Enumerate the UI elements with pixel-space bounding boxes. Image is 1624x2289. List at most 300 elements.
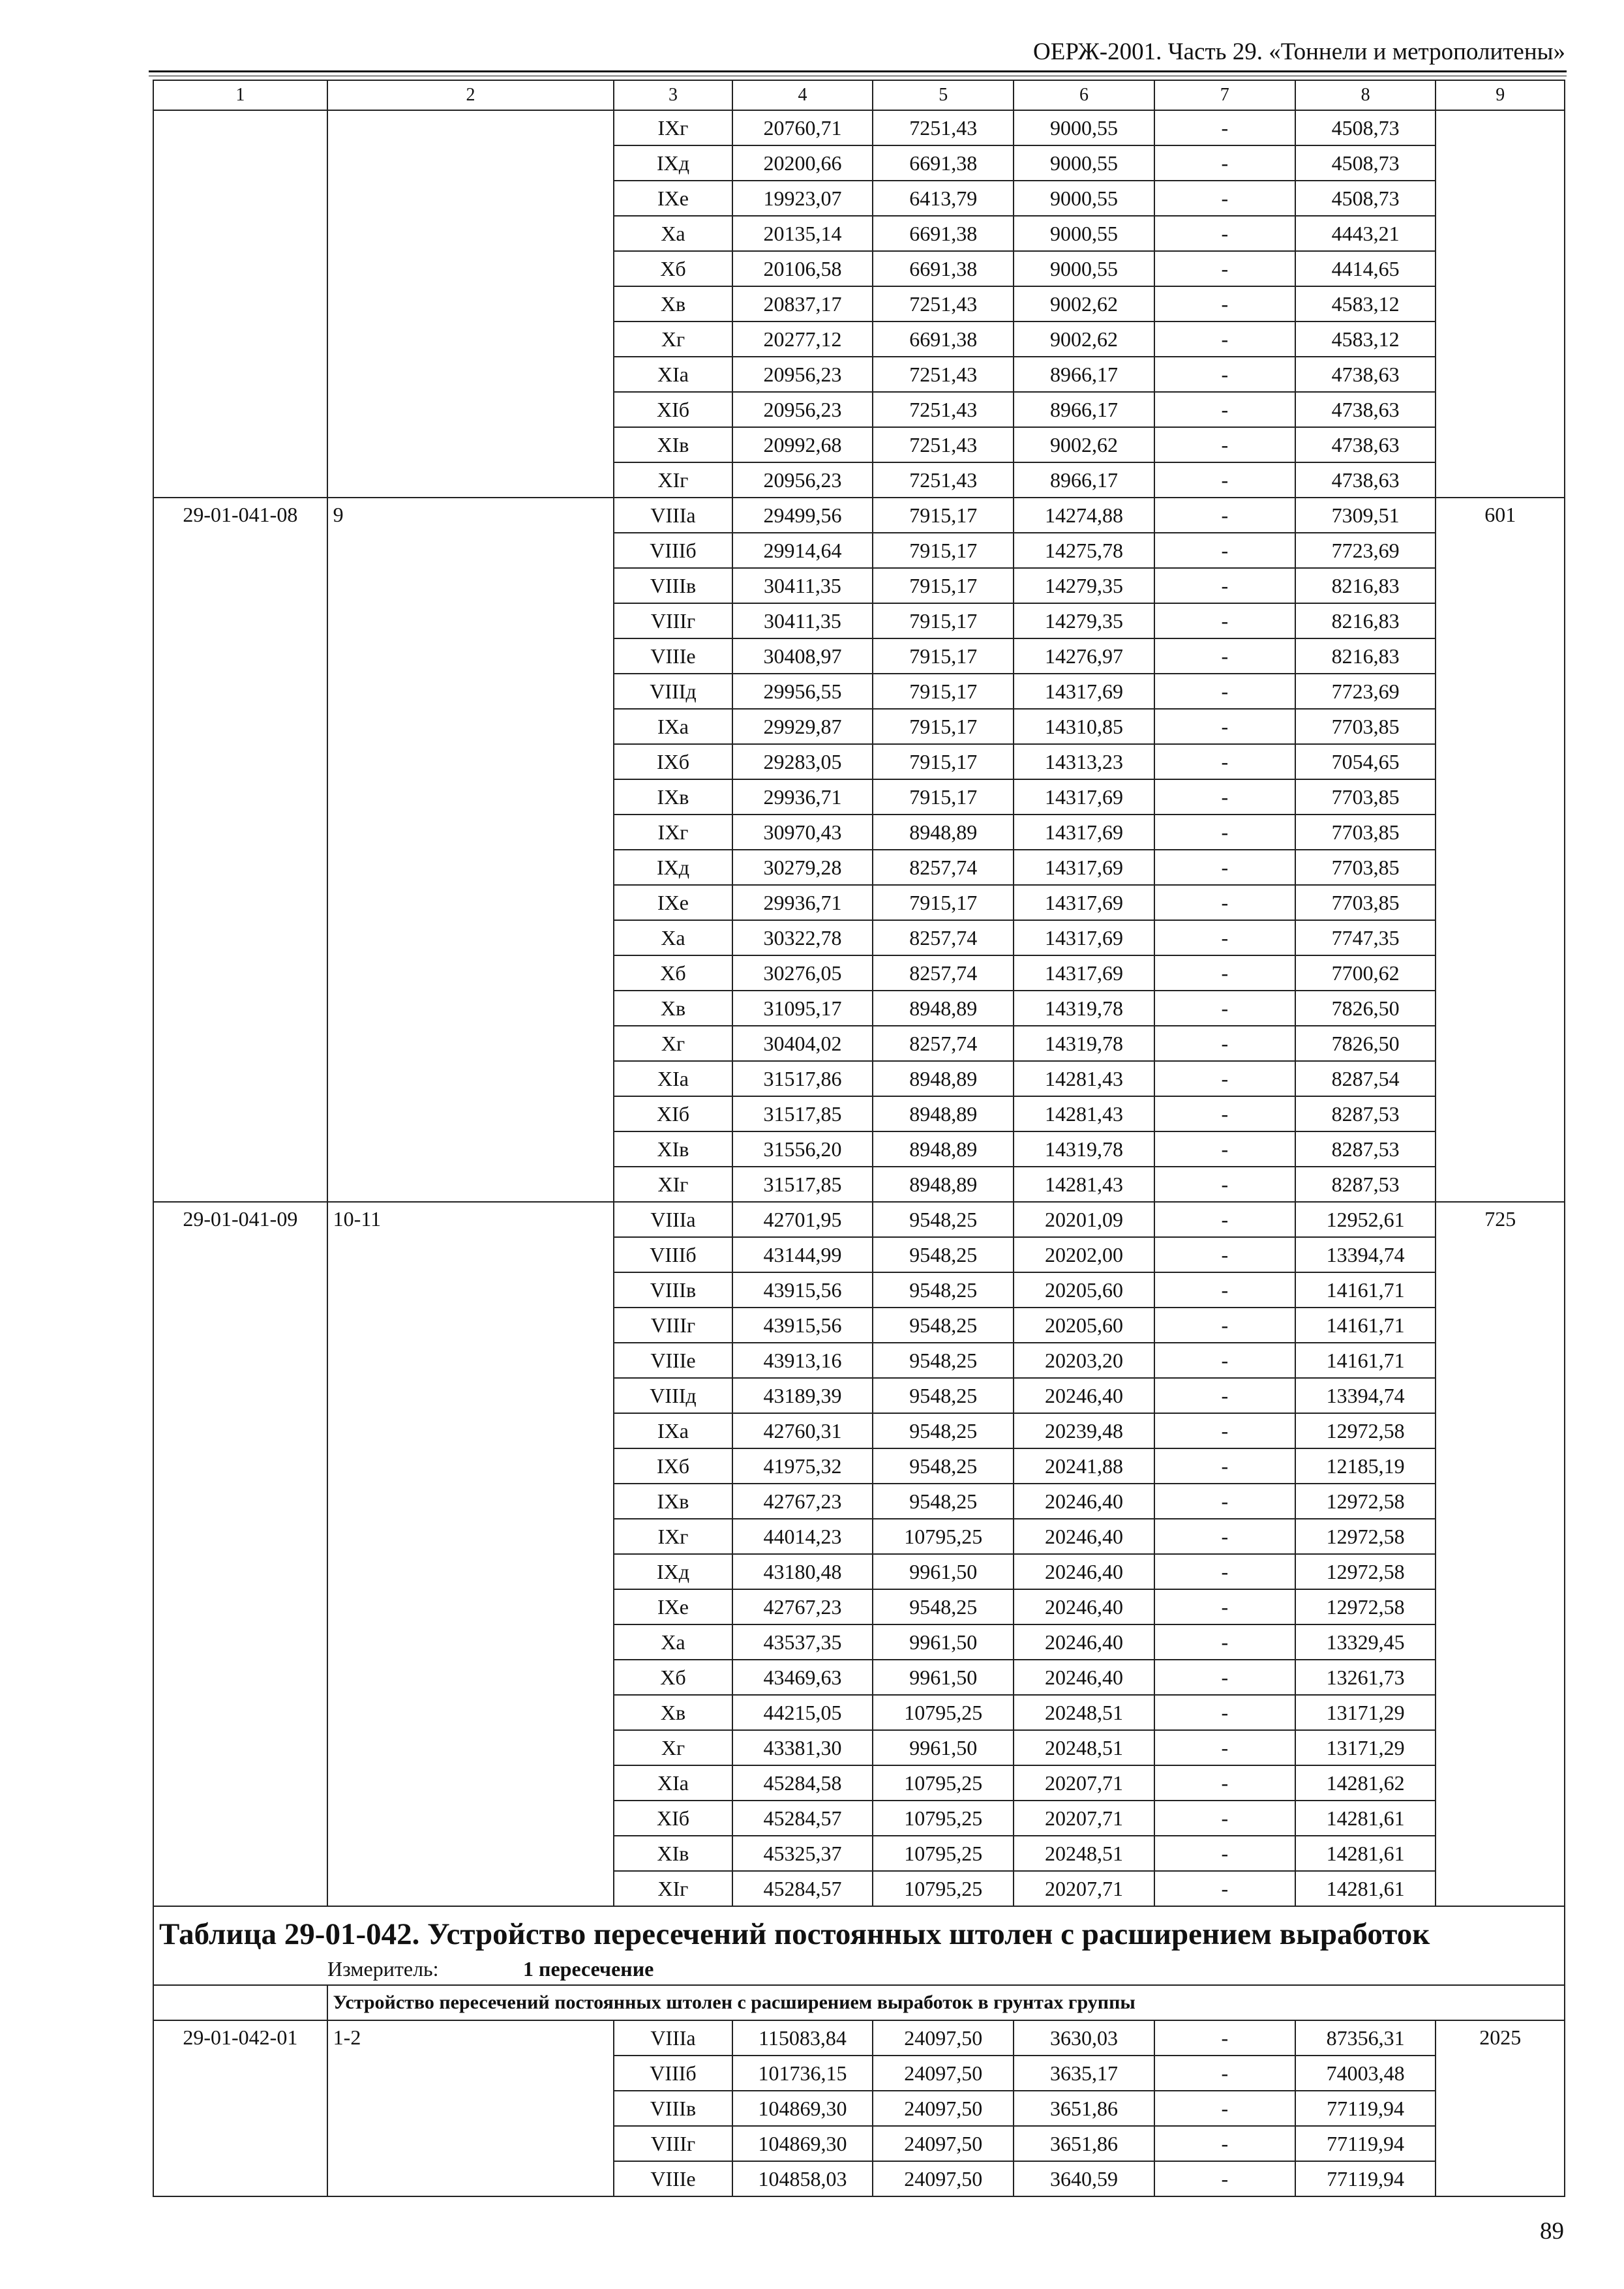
material-cell: 4738,63 [1295,357,1436,392]
price-cell: 29914,64 [732,533,873,568]
group-cell: IXд [614,850,732,885]
code-cell: 29-01-041-09 [153,1202,327,1906]
wage-cell: 9548,25 [873,1448,1014,1484]
machine-cell: 14317,69 [1014,955,1154,991]
table-row [153,110,1565,145]
machine-cell: 14317,69 [1014,779,1154,815]
code-cell: 29-01-042-01 [153,2020,327,2196]
wage-cell: 10795,25 [873,1765,1014,1801]
machine-cell: 9000,55 [1014,216,1154,251]
price-cell: 20277,12 [732,322,873,357]
material-cell: 77119,94 [1295,2091,1436,2126]
material-cell: 14281,62 [1295,1765,1436,1801]
price-cell: 29929,87 [732,709,873,744]
material-cell: 14281,61 [1295,1836,1436,1871]
machine-cell: 14275,78 [1014,533,1154,568]
machine-cell: 20246,40 [1014,1378,1154,1413]
wage-cell: 9961,50 [873,1660,1014,1695]
code-cell [153,110,327,498]
price-cell: 20200,66 [732,145,873,181]
wage-cell: 9548,25 [873,1202,1014,1237]
driver-cell: - [1154,638,1295,674]
wage-cell: 7251,43 [873,427,1014,462]
group-cell: Xв [614,286,732,322]
group-cell: VIIIб [614,1237,732,1272]
wage-cell: 10795,25 [873,1519,1014,1554]
group-cell: IXб [614,1448,732,1484]
table-title-row [153,1906,1565,1985]
group-cell: VIIIг [614,603,732,638]
material-cell: 74003,48 [1295,2056,1436,2091]
driver-cell: - [1154,1167,1295,1202]
driver-cell: - [1154,1765,1295,1801]
machine-cell: 20248,51 [1014,1695,1154,1730]
wage-cell: 7251,43 [873,357,1014,392]
price-cell: 20760,71 [732,110,873,145]
machine-cell: 14279,35 [1014,568,1154,603]
price-cell: 29283,05 [732,744,873,779]
group-cell: VIIIа [614,2020,732,2056]
price-cell: 20106,58 [732,251,873,286]
column-number-cell: 5 [873,80,1014,110]
driver-cell: - [1154,498,1295,533]
material-cell: 4738,63 [1295,392,1436,427]
group-cell: XIг [614,462,732,498]
driver-cell: - [1154,1448,1295,1484]
wage-cell: 7915,17 [873,568,1014,603]
wage-cell: 7251,43 [873,110,1014,145]
driver-cell: - [1154,251,1295,286]
group-cell: VIIIв [614,568,732,603]
driver-cell: - [1154,462,1295,498]
price-cell: 44215,05 [732,1695,873,1730]
group-cell: IXг [614,815,732,850]
price-cell: 30970,43 [732,815,873,850]
measure-line [159,1956,1559,1981]
driver-cell: - [1154,744,1295,779]
price-cell: 42701,95 [732,1202,873,1237]
price-cell: 20135,14 [732,216,873,251]
group-cell: Xг [614,1026,732,1061]
material-cell: 7747,35 [1295,920,1436,955]
price-cell: 30404,02 [732,1026,873,1061]
machine-cell: 9002,62 [1014,322,1154,357]
machine-cell: 20202,00 [1014,1237,1154,1272]
group-cell: XIг [614,1871,732,1906]
material-cell: 13171,29 [1295,1695,1436,1730]
page-header-title: ОЕРЖ-2001. Часть 29. «Тоннели и метрополитены» [1033,38,1565,65]
machine-cell: 9000,55 [1014,110,1154,145]
machine-cell: 14319,78 [1014,1026,1154,1061]
group-cell: VIIIг [614,1308,732,1343]
group-cell: VIIIб [614,533,732,568]
wage-cell: 9961,50 [873,1554,1014,1589]
driver-cell: - [1154,1131,1295,1167]
machine-cell: 20246,40 [1014,1589,1154,1624]
wage-cell: 6691,38 [873,251,1014,286]
group-cell: VIIIб [614,2056,732,2091]
material-cell: 7703,85 [1295,779,1436,815]
material-cell: 12185,19 [1295,1448,1436,1484]
price-cell: 31517,85 [732,1096,873,1131]
column-number-cell: 4 [732,80,873,110]
machine-cell: 14317,69 [1014,920,1154,955]
table-title-cell [153,1906,1565,1985]
wage-cell: 6413,79 [873,181,1014,216]
machine-cell: 20207,71 [1014,1871,1154,1906]
driver-cell: - [1154,568,1295,603]
wage-cell: 7915,17 [873,744,1014,779]
material-cell: 12972,58 [1295,1554,1436,1589]
material-cell: 12952,61 [1295,1202,1436,1237]
wage-cell: 7915,17 [873,533,1014,568]
material-cell: 77119,94 [1295,2126,1436,2161]
material-cell: 13329,45 [1295,1624,1436,1660]
price-cell: 29956,55 [732,674,873,709]
machine-cell: 20246,40 [1014,1519,1154,1554]
material-cell: 8287,53 [1295,1096,1436,1131]
price-cell: 45284,57 [732,1871,873,1906]
material-cell: 4443,21 [1295,216,1436,251]
material-cell: 14161,71 [1295,1272,1436,1308]
wage-cell: 7915,17 [873,498,1014,533]
wage-cell: 9961,50 [873,1624,1014,1660]
material-cell: 8287,54 [1295,1061,1436,1096]
material-cell: 4508,73 [1295,145,1436,181]
price-cell: 104869,30 [732,2091,873,2126]
wage-cell: 9548,25 [873,1343,1014,1378]
wage-cell: 8948,89 [873,815,1014,850]
group-cell: Xа [614,920,732,955]
group-cell: Xб [614,1660,732,1695]
price-cell: 101736,15 [732,2056,873,2091]
group-cell: IXа [614,1413,732,1448]
machine-cell: 8966,17 [1014,462,1154,498]
group-cell: XIб [614,1096,732,1131]
material-cell: 7723,69 [1295,533,1436,568]
param-cell: 10-11 [327,1202,614,1906]
machine-cell: 20248,51 [1014,1730,1154,1765]
material-cell: 4414,65 [1295,251,1436,286]
machine-cell: 20201,09 [1014,1202,1154,1237]
group-cell: IXв [614,1484,732,1519]
price-cell: 31095,17 [732,991,873,1026]
price-cell: 20956,23 [732,392,873,427]
machine-cell: 3630,03 [1014,2020,1154,2056]
norm-cell: 725 [1436,1202,1565,1906]
wage-cell: 7915,17 [873,603,1014,638]
machine-cell: 9000,55 [1014,251,1154,286]
driver-cell: - [1154,1308,1295,1343]
group-cell: IXе [614,1589,732,1624]
driver-cell: - [1154,1096,1295,1131]
driver-cell: - [1154,427,1295,462]
material-cell: 4583,12 [1295,286,1436,322]
machine-cell: 14276,97 [1014,638,1154,674]
driver-cell: - [1154,322,1295,357]
machine-cell: 14313,23 [1014,744,1154,779]
price-cell: 45284,58 [732,1765,873,1801]
price-cell: 31517,85 [732,1167,873,1202]
wage-cell: 8948,89 [873,1167,1014,1202]
rates-table [153,80,1565,2197]
driver-cell: - [1154,1801,1295,1836]
page-number: 89 [1540,2218,1564,2245]
driver-cell: - [1154,779,1295,815]
group-cell: Xв [614,991,732,1026]
wage-cell: 9548,25 [873,1237,1014,1272]
wage-cell: 10795,25 [873,1801,1014,1836]
section-title-cell: Устройство пересечений постоянных штолен с расширением выработок в грунтах группы [327,1985,1565,2020]
driver-cell: - [1154,1061,1295,1096]
price-cell: 104858,03 [732,2161,873,2196]
group-cell: XIг [614,1167,732,1202]
price-cell: 42760,31 [732,1413,873,1448]
machine-cell: 14319,78 [1014,1131,1154,1167]
machine-cell: 9002,62 [1014,427,1154,462]
price-cell: 30408,97 [732,638,873,674]
wage-cell: 8257,74 [873,1026,1014,1061]
price-cell: 43913,16 [732,1343,873,1378]
driver-cell: - [1154,110,1295,145]
material-cell: 14161,71 [1295,1343,1436,1378]
driver-cell: - [1154,2161,1295,2196]
driver-cell: - [1154,1871,1295,1906]
driver-cell: - [1154,1343,1295,1378]
rates-table-body [153,80,1565,2196]
price-cell: 43189,39 [732,1378,873,1413]
driver-cell: - [1154,216,1295,251]
driver-cell: - [1154,357,1295,392]
wage-cell: 9548,25 [873,1589,1014,1624]
wage-cell: 8257,74 [873,955,1014,991]
driver-cell: - [1154,2056,1295,2091]
wage-cell: 24097,50 [873,2161,1014,2196]
wage-cell: 9548,25 [873,1272,1014,1308]
material-cell: 77119,94 [1295,2161,1436,2196]
price-cell: 20992,68 [732,427,873,462]
machine-cell: 14317,69 [1014,885,1154,920]
material-cell: 14161,71 [1295,1308,1436,1343]
table-row [153,1202,1565,1237]
group-cell: Xв [614,1695,732,1730]
group-cell: XIв [614,1131,732,1167]
wage-cell: 6691,38 [873,216,1014,251]
material-cell: 7723,69 [1295,674,1436,709]
machine-cell: 20246,40 [1014,1554,1154,1589]
table-row [153,498,1565,533]
group-cell: Xг [614,322,732,357]
group-cell: VIIIа [614,1202,732,1237]
price-cell: 30322,78 [732,920,873,955]
material-cell: 4508,73 [1295,181,1436,216]
column-number-cell: 3 [614,80,732,110]
norm-cell: 2025 [1436,2020,1565,2196]
group-cell: IXд [614,145,732,181]
group-cell: Xа [614,216,732,251]
material-cell: 12972,58 [1295,1413,1436,1448]
param-cell: 1-2 [327,2020,614,2196]
machine-cell: 8966,17 [1014,357,1154,392]
price-cell: 43915,56 [732,1308,873,1343]
group-cell: XIб [614,392,732,427]
norm-cell [1436,110,1565,498]
group-cell: XIа [614,357,732,392]
machine-cell: 20207,71 [1014,1765,1154,1801]
material-cell: 13171,29 [1295,1730,1436,1765]
machine-cell: 20246,40 [1014,1660,1154,1695]
material-cell: 8287,53 [1295,1167,1436,1202]
driver-cell: - [1154,1624,1295,1660]
driver-cell: - [1154,850,1295,885]
wage-cell: 8257,74 [873,920,1014,955]
driver-cell: - [1154,1237,1295,1272]
group-cell: IXе [614,885,732,920]
machine-cell: 3635,17 [1014,2056,1154,2091]
machine-cell: 14281,43 [1014,1167,1154,1202]
wage-cell: 7251,43 [873,286,1014,322]
wage-cell: 10795,25 [873,1836,1014,1871]
wage-cell: 24097,50 [873,2056,1014,2091]
driver-cell: - [1154,1378,1295,1413]
price-cell: 29499,56 [732,498,873,533]
wage-cell: 8948,89 [873,1061,1014,1096]
measure-label: Измеритель: [327,1957,439,1981]
wage-cell: 7915,17 [873,885,1014,920]
machine-cell: 20205,60 [1014,1272,1154,1308]
material-cell: 8216,83 [1295,638,1436,674]
material-cell: 7703,85 [1295,709,1436,744]
driver-cell: - [1154,145,1295,181]
section-row [153,1985,1565,2020]
group-cell: VIIIд [614,674,732,709]
wage-cell: 7915,17 [873,709,1014,744]
group-cell: XIа [614,1061,732,1096]
price-cell: 43144,99 [732,1237,873,1272]
material-cell: 7703,85 [1295,815,1436,850]
column-number-cell: 1 [153,80,327,110]
group-cell: VIIIе [614,2161,732,2196]
price-cell: 44014,23 [732,1519,873,1554]
group-cell: IXв [614,779,732,815]
price-cell: 43381,30 [732,1730,873,1765]
param-cell [327,110,614,498]
driver-cell: - [1154,603,1295,638]
driver-cell: - [1154,1026,1295,1061]
driver-cell: - [1154,2126,1295,2161]
group-cell: Xб [614,955,732,991]
driver-cell: - [1154,1730,1295,1765]
column-number-cell: 2 [327,80,614,110]
price-cell: 45284,57 [732,1801,873,1836]
driver-cell: - [1154,1554,1295,1589]
price-cell: 20956,23 [732,357,873,392]
material-cell: 7309,51 [1295,498,1436,533]
machine-cell: 9000,55 [1014,145,1154,181]
price-cell: 43180,48 [732,1554,873,1589]
column-number-row [153,80,1565,110]
machine-cell: 14317,69 [1014,815,1154,850]
column-number-cell: 8 [1295,80,1436,110]
wage-cell: 7251,43 [873,462,1014,498]
group-cell: IXе [614,181,732,216]
norm-cell: 601 [1436,498,1565,1202]
material-cell: 14281,61 [1295,1801,1436,1836]
driver-cell: - [1154,2020,1295,2056]
wage-cell: 24097,50 [873,2091,1014,2126]
material-cell: 12972,58 [1295,1519,1436,1554]
driver-cell: - [1154,392,1295,427]
driver-cell: - [1154,991,1295,1026]
machine-cell: 20246,40 [1014,1624,1154,1660]
machine-cell: 3651,86 [1014,2091,1154,2126]
driver-cell: - [1154,1272,1295,1308]
machine-cell: 14317,69 [1014,850,1154,885]
driver-cell: - [1154,674,1295,709]
driver-cell: - [1154,1836,1295,1871]
price-cell: 20956,23 [732,462,873,498]
column-number-cell: 7 [1154,80,1295,110]
wage-cell: 7915,17 [873,638,1014,674]
machine-cell: 20248,51 [1014,1836,1154,1871]
price-cell: 30411,35 [732,603,873,638]
wage-cell: 6691,38 [873,322,1014,357]
price-cell: 31517,86 [732,1061,873,1096]
material-cell: 13261,73 [1295,1660,1436,1695]
machine-cell: 8966,17 [1014,392,1154,427]
driver-cell: - [1154,1484,1295,1519]
material-cell: 14281,61 [1295,1871,1436,1906]
machine-cell: 20205,60 [1014,1308,1154,1343]
group-cell: Xа [614,1624,732,1660]
wage-cell: 8257,74 [873,850,1014,885]
machine-cell: 20203,20 [1014,1343,1154,1378]
header-rule [149,70,1567,72]
material-cell: 12972,58 [1295,1589,1436,1624]
price-cell: 29936,71 [732,779,873,815]
material-cell: 8287,53 [1295,1131,1436,1167]
driver-cell: - [1154,2091,1295,2126]
wage-cell: 24097,50 [873,2126,1014,2161]
group-cell: XIа [614,1765,732,1801]
driver-cell: - [1154,181,1295,216]
material-cell: 7054,65 [1295,744,1436,779]
material-cell: 7703,85 [1295,885,1436,920]
driver-cell: - [1154,1695,1295,1730]
driver-cell: - [1154,920,1295,955]
group-cell: IXд [614,1554,732,1589]
price-cell: 42767,23 [732,1484,873,1519]
code-cell: 29-01-041-08 [153,498,327,1202]
material-cell: 13394,74 [1295,1237,1436,1272]
measure-value: 1 пересечение [523,1957,654,1981]
price-cell: 30411,35 [732,568,873,603]
wage-cell: 7251,43 [873,392,1014,427]
group-cell: IXа [614,709,732,744]
wage-cell: 9548,25 [873,1484,1014,1519]
wage-cell: 7915,17 [873,674,1014,709]
material-cell: 8216,83 [1295,603,1436,638]
machine-cell: 3651,86 [1014,2126,1154,2161]
wage-cell: 24097,50 [873,2020,1014,2056]
driver-cell: - [1154,955,1295,991]
driver-cell: - [1154,815,1295,850]
driver-cell: - [1154,286,1295,322]
price-cell: 31556,20 [732,1131,873,1167]
group-cell: VIIIе [614,638,732,674]
section-spacer-cell [153,1985,327,2020]
material-cell: 4583,12 [1295,322,1436,357]
